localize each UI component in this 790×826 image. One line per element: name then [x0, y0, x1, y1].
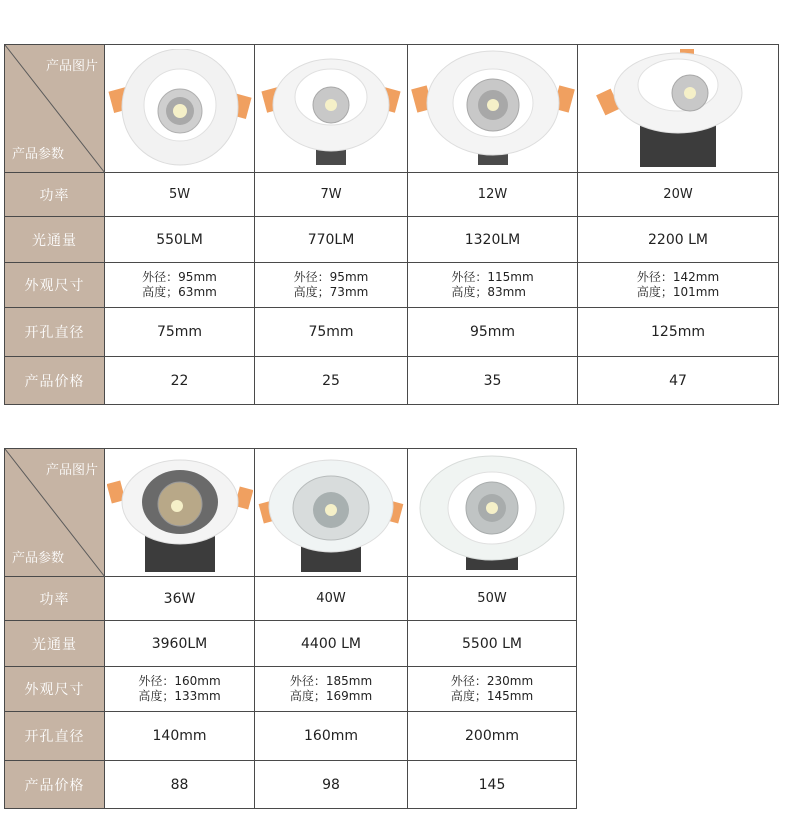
corner-label-image: 产品图片: [45, 59, 98, 74]
row-label-size: 外观尺寸: [5, 667, 105, 712]
value-power: 50W: [408, 577, 577, 621]
value-flux: 3960LM: [105, 621, 255, 667]
size-outer: 外径：95mm: [293, 270, 369, 284]
value-size: [290, 674, 372, 704]
row-label-price: 产品价格: [5, 357, 105, 405]
value-power: 5W: [105, 173, 255, 217]
value-power: 7W: [255, 173, 408, 217]
product-image-cell: [105, 449, 255, 577]
row-label-flux: 光通量: [5, 621, 105, 667]
row-label-power: 功率: [5, 577, 105, 621]
value-hole: 75mm: [255, 308, 408, 357]
size-height: 高度；101mm: [636, 285, 720, 299]
product-image-cell: [255, 449, 408, 577]
value-price: 35: [408, 357, 578, 405]
size-outer: 外径：95mm: [142, 270, 217, 284]
downlight-product-icon: [258, 49, 404, 169]
size-height: 高度；73mm: [293, 285, 369, 299]
value-hole: 75mm: [105, 308, 255, 357]
row-label-hole: 开孔直径: [5, 308, 105, 357]
value-flux: 4400 LM: [255, 621, 408, 667]
size-outer: 外径：230mm: [450, 674, 534, 688]
size-outer: 外径：185mm: [289, 674, 373, 688]
downlight-product-icon: [257, 452, 405, 574]
row-label-price: 产品价格: [5, 761, 105, 809]
value-hole: 140mm: [105, 712, 255, 761]
size-outer: 外径：115mm: [451, 270, 534, 284]
downlight-product-icon: [410, 49, 576, 169]
product-image-cell: [408, 449, 577, 577]
row-label-flux: 光通量: [5, 217, 105, 263]
row-label-hole: 开孔直径: [5, 712, 105, 761]
product-image-cell: [255, 45, 408, 173]
value-flux: 550LM: [105, 217, 255, 263]
value-hole: 125mm: [578, 308, 779, 357]
value-power: 12W: [408, 173, 578, 217]
product-image-cell: [408, 45, 578, 173]
value-price: 145: [408, 761, 577, 809]
row-label-size: 外观尺寸: [5, 263, 105, 308]
spec-table-2: [4, 448, 577, 809]
size-outer: 外径：142mm: [636, 270, 720, 284]
size-height: 高度；63mm: [142, 285, 217, 299]
size-height: 高度；169mm: [289, 689, 373, 703]
value-power: 40W: [255, 577, 408, 621]
value-price: 98: [255, 761, 408, 809]
value-power: 36W: [105, 577, 255, 621]
downlight-product-icon: [107, 452, 253, 574]
value-price: 88: [105, 761, 255, 809]
value-price: 47: [578, 357, 779, 405]
downlight-product-icon: [107, 49, 253, 169]
value-flux: 770LM: [255, 217, 408, 263]
value-flux: 2200 LM: [578, 217, 779, 263]
downlight-product-icon: [580, 47, 776, 171]
corner-label-image: 产品图片: [45, 463, 98, 478]
value-size: [451, 674, 533, 704]
product-image-cell: [105, 45, 255, 173]
value-size: [138, 674, 220, 704]
value-flux: 5500 LM: [408, 621, 577, 667]
size-height: 高度；133mm: [138, 689, 221, 703]
value-hole: 95mm: [408, 308, 578, 357]
size-height: 高度；83mm: [451, 285, 526, 299]
size-height: 高度；145mm: [450, 689, 534, 703]
value-price: 22: [105, 357, 255, 405]
value-hole: 160mm: [255, 712, 408, 761]
table-corner: [5, 45, 105, 173]
value-price: 25: [255, 357, 408, 405]
value-size: [637, 270, 719, 300]
downlight-product-icon: [410, 452, 574, 574]
value-hole: 200mm: [408, 712, 577, 761]
corner-label-params: 产品参数: [12, 147, 65, 162]
value-power: 20W: [578, 173, 779, 217]
row-label-power: 功率: [5, 173, 105, 217]
product-image-cell: [578, 45, 779, 173]
corner-label-params: 产品参数: [12, 551, 65, 566]
size-outer: 外径：160mm: [138, 674, 221, 688]
value-size: [451, 270, 533, 300]
spec-table-1: [4, 44, 779, 405]
table-corner: [5, 449, 105, 577]
value-flux: 1320LM: [408, 217, 578, 263]
value-size: [294, 270, 369, 300]
value-size: [142, 270, 217, 300]
